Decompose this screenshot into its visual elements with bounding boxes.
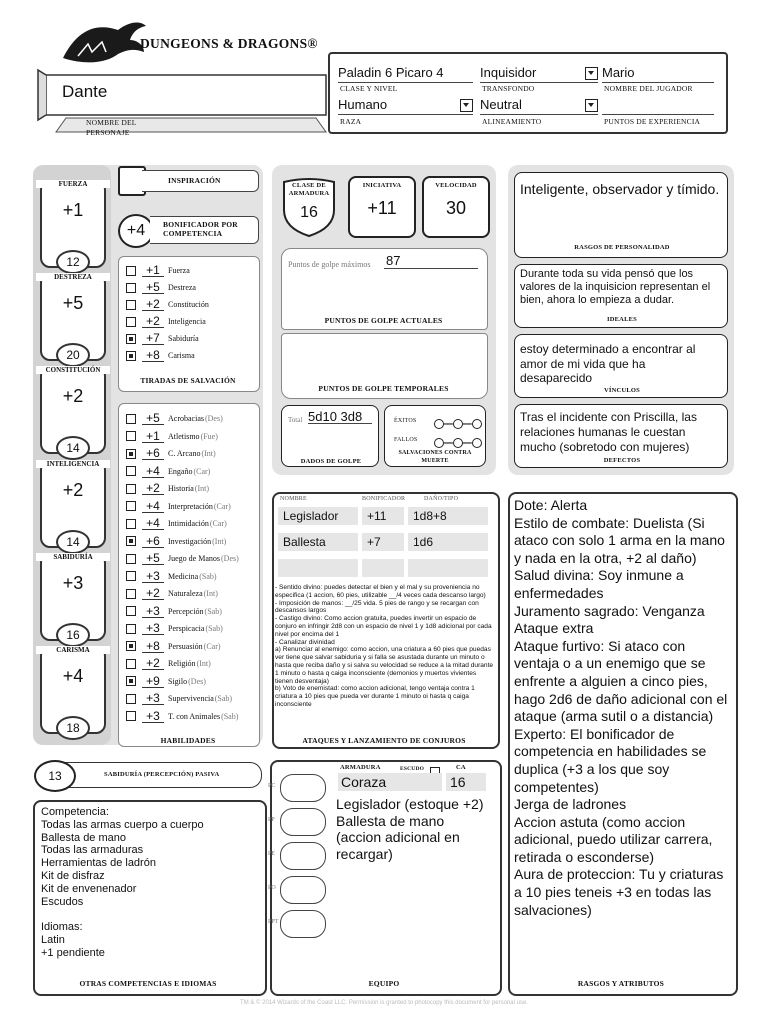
skill-label: Acrobacias [168, 414, 204, 423]
race-field[interactable] [338, 96, 473, 115]
skill-label: Atletismo [168, 431, 200, 441]
background-label: TRANSFONDO [482, 84, 535, 93]
skill-label: Persuasión [168, 641, 203, 651]
saving-throw-row [126, 296, 209, 313]
features-text: Dote: Alerta Estilo de combate: Duelista (Si ataco con solo 1 arma en la mano y nada en la otra, +2 al daño) Salud divina: Soy inmune a enfermedades Juramento sagrado: Venganza Ataque extra Ataque furtivo: Si ataco con ventaja o a un enemigo que se enfrente a alguien a cinco pies, hago 2d6 de daño adicional con el ataque (arma sutil o a distancia) Experto: El bonificador de competencia en habilidades se duplica (+3 a los que soy competentes) Jerga de ladrones Accion astuta (como accion adicional, puedo utilizar carrera, retirada o esconderse) Aura de proteccion: Tu y criaturas a 10 pies teneis +3 en todas las salvaciones) [514, 497, 728, 918]
initiative-label: INICIATIVA [362, 182, 402, 189]
skill-ability: (Car) [213, 501, 231, 511]
skill-ability: (Sab) [205, 624, 223, 633]
skill-row [126, 585, 218, 602]
class-level-field[interactable] [338, 64, 473, 83]
ability-modifier: +5 [62, 293, 84, 313]
skill-ability: (Sab) [204, 606, 222, 616]
coin-po-field[interactable] [280, 876, 326, 904]
bonds-label: VÍNCULOS [604, 387, 640, 394]
saving-throw-proficiency-checkbox[interactable] [126, 317, 136, 327]
hp-temp-label: PUNTOS DE GOLPE TEMPORALES [318, 384, 449, 393]
death-failure-circle[interactable] [472, 438, 482, 448]
saving-throw-value[interactable]: +2 [142, 315, 164, 328]
saving-throw-proficiency-checkbox[interactable] [126, 300, 136, 310]
proficiency-line: Kit de envenenador [41, 882, 137, 895]
death-successes-circles[interactable]: – – [434, 415, 482, 433]
coin-pe-field[interactable] [280, 842, 326, 870]
skill-proficiency-checkbox[interactable] [126, 501, 136, 511]
ability-box[interactable] [40, 460, 106, 548]
skill-ability: (Sab) [214, 694, 233, 703]
ability-box[interactable] [40, 273, 106, 361]
armor-label: ARMADURA [340, 764, 381, 771]
skill-row [126, 463, 210, 480]
passive-perception-value-circle[interactable] [34, 760, 76, 792]
skill-ability: (Des) [221, 554, 239, 563]
skill-value[interactable]: +4 [142, 465, 164, 478]
logo-text: DUNGEONS & DRAGONS® [140, 36, 318, 51]
saving-throw-proficiency-checkbox[interactable] [126, 283, 136, 293]
skill-ability: (Int) [196, 659, 211, 668]
saving-throw-proficiency-checkbox[interactable] [126, 334, 136, 344]
saving-throw-value[interactable]: +7 [142, 332, 164, 345]
skill-value[interactable]: +3 [142, 605, 164, 618]
traits-text: Inteligente, observador y tímido. [520, 181, 720, 197]
armor-class-value[interactable]: 16 [300, 204, 318, 221]
skill-row [126, 428, 218, 445]
hit-dice-total-field[interactable] [308, 408, 372, 424]
class-level-label: CLASE Y NIVEL [340, 84, 398, 93]
proficiency-value-circle[interactable] [118, 214, 154, 248]
death-success-circle[interactable] [453, 419, 463, 429]
proficiency-line [41, 908, 256, 921]
skill-row [126, 690, 232, 707]
armor-field[interactable] [338, 773, 442, 791]
proficiency-line: Ballesta de mano [41, 831, 126, 844]
skill-proficiency-checkbox[interactable] [126, 676, 136, 686]
proficiency-line: Escudos [41, 895, 84, 908]
skill-row [126, 708, 238, 725]
alignment-label: ALINEAMIENTO [482, 117, 542, 126]
inspiration-label: INSPIRACIÓN [168, 176, 221, 185]
death-saves-label: SALVACIONES CONTRA MUERTE [398, 450, 472, 464]
alignment-dropdown-icon[interactable] [585, 99, 598, 112]
ability-name: FUERZA [36, 180, 110, 188]
skill-ability: (Car) [203, 641, 221, 651]
armor-class-label: CLASE DE ARMADURA [288, 182, 330, 197]
xp-label: PUNTOS DE EXPERIENCIA [604, 117, 701, 126]
death-failure-circle[interactable] [434, 438, 444, 448]
proficiency-line: Idiomas: [41, 921, 83, 934]
race-label: RAZA [340, 117, 362, 126]
skill-row [126, 515, 227, 532]
skill-label: Supervivencia [168, 694, 214, 703]
proficiencies-text [41, 806, 256, 960]
saving-throw-label: Inteligencia [168, 317, 206, 326]
skill-label: Juego de Manos [168, 554, 220, 563]
skill-row [126, 638, 221, 655]
features-title: RASGOS Y ATRIBUTOS [577, 979, 665, 988]
speed-value: 30 [445, 198, 467, 218]
skill-proficiency-checkbox[interactable] [126, 641, 136, 651]
ability-modifier: +2 [62, 480, 84, 500]
saving-throw-label: Sabiduría [168, 334, 199, 343]
ability-box[interactable] [40, 180, 106, 268]
skill-ability: (Fue) [200, 431, 218, 441]
footer-copyright: TM & © 2014 Wizards of the Coast LLC. Permission is granted to photocopy this document for personal use. [240, 1000, 528, 1006]
skill-proficiency-checkbox[interactable] [126, 606, 136, 616]
ability-name: CARISMA [36, 646, 110, 654]
proficiency-label: BONIFICADOR POR COMPETENCIA [163, 220, 238, 238]
skill-row [126, 620, 223, 637]
skill-proficiency-checkbox[interactable] [126, 466, 136, 476]
hp-max-label: Puntos de golpe máximos [288, 260, 371, 269]
player-name-label: NOMBRE DEL JUGADOR [604, 84, 693, 93]
skill-label: Percepción [168, 606, 204, 616]
hp-max-field[interactable] [384, 252, 478, 269]
skill-proficiency-checkbox[interactable] [126, 694, 136, 704]
skill-row [126, 533, 226, 550]
class-level-value: Paladin 6 Picaro 4 [338, 65, 444, 80]
proficiencies-title: OTRAS COMPETENCIAS E IDIOMAS [79, 979, 217, 988]
attack-name-field[interactable]: Legislador [278, 507, 358, 525]
skill-value[interactable]: +5 [142, 412, 164, 425]
ability-modifier: +4 [62, 666, 84, 686]
hit-dice-total-label: Total [288, 416, 303, 424]
ability-modifier: +2 [62, 386, 84, 406]
death-successes-label: ÉXITOS [394, 418, 417, 424]
skill-label: Engaño [168, 466, 193, 476]
coin-po-label: PO [268, 885, 276, 891]
saving-throw-row [126, 330, 199, 347]
flaws-label: DEFECTOS [603, 457, 641, 464]
skills-list [126, 410, 256, 725]
player-name-field[interactable] [602, 64, 714, 83]
skill-label: Naturaleza [168, 589, 203, 598]
skill-value[interactable]: +3 [142, 710, 164, 723]
death-failures-circles[interactable]: – – [434, 434, 482, 452]
attack-damage-field[interactable]: 1d8+8 [408, 507, 488, 525]
skill-row [126, 603, 222, 620]
attack-bonus-field[interactable]: +11 [362, 507, 404, 525]
skill-ability: (Int) [194, 484, 209, 493]
ability-name: CONSTITUCIÓN [36, 366, 110, 374]
background-dropdown-icon[interactable] [585, 67, 598, 80]
skill-row [126, 410, 223, 427]
attack-name-field[interactable] [278, 559, 358, 577]
ability-modifier: +1 [62, 200, 84, 220]
skill-value[interactable]: +3 [142, 622, 164, 635]
attacks-notes: - Sentido divino: puedes detectar el bien y el mal y su proveniencia no especifica (1 accion, 60 pies, utilizable __/4 veces cada descanso largo) - Imposición de manos: __/25 vida. 5 pies de rango y se recargan con descansos largos - Castigo divino: Como accion gratuita, puedes invertir un espacio de conjuro en infringir 2d8 con un espacio de nivel 1 y 1d8 adicional por cada nivel por encima del 1 - Canalizar divinidad a) Renunciar al enemigo: como accion, una criatura a 60 pies que puedas ver tiene que salvar sabiduria y si falla se asustada durante un minuto o hasta que reciba daño y si salva su velocidad se reduce a la mitad durante 1 minuto o hasta q caiga inconsciente (demonios y muertos vivientes tienen desventaja) b) Voto de enemistad: como accion adicional, tengo ventaja contra 1 criatura a 10 pies que pueda ver durante 1 minuto oi hasta q caiga inconsciente [275, 584, 494, 708]
saving-throw-proficiency-checkbox[interactable] [126, 266, 136, 276]
xp-field[interactable] [602, 96, 714, 115]
background-value: Inquisidor [480, 65, 537, 80]
ideals-label: IDEALES [607, 316, 637, 323]
skill-label: T. con Animales [168, 711, 221, 721]
skill-ability: (Int) [203, 589, 218, 598]
skill-value[interactable]: +8 [142, 640, 164, 653]
skill-label: Investigación [168, 536, 212, 546]
alignment-field[interactable] [480, 96, 598, 115]
saving-throw-label: Fuerza [168, 266, 190, 275]
attacks-title: ATAQUES Y LANZAMIENTO DE CONJUROS [302, 736, 466, 745]
ability-box[interactable] [40, 366, 106, 454]
skill-ability: (Int) [201, 449, 216, 458]
skill-label: Historia [168, 484, 194, 493]
saving-throw-label: Constitución [168, 300, 209, 309]
skill-value[interactable]: +2 [142, 657, 164, 670]
coin-pp-field[interactable] [280, 808, 326, 836]
saving-throw-row [126, 279, 196, 296]
race-dropdown-icon[interactable] [460, 99, 473, 112]
race-value: Humano [338, 97, 388, 112]
skill-ability: (Car) [209, 519, 227, 528]
skill-value[interactable]: +3 [142, 692, 164, 705]
skill-row [126, 568, 217, 585]
skill-value[interactable]: +2 [142, 587, 164, 600]
saving-throw-row [126, 313, 206, 330]
passive-perception-value: 13 [48, 769, 62, 783]
skill-ability: (Int) [212, 536, 227, 546]
coin-pc-field[interactable] [280, 774, 326, 802]
ability-score[interactable]: 14 [56, 530, 90, 554]
proficiency-line: +1 pendiente [41, 946, 105, 959]
ability-box[interactable] [40, 553, 106, 641]
saving-throw-value[interactable]: +1 [142, 264, 164, 277]
skill-proficiency-checkbox[interactable] [126, 484, 136, 494]
ability-name: DESTREZA [36, 273, 110, 281]
skill-value[interactable]: +1 [142, 430, 164, 443]
armor-value: Coraza [341, 774, 387, 790]
skill-row [126, 673, 206, 690]
death-success-circle[interactable] [434, 419, 444, 429]
skill-proficiency-checkbox[interactable] [126, 536, 136, 546]
ability-modifier: +3 [62, 573, 84, 593]
skill-proficiency-checkbox[interactable] [126, 414, 136, 424]
speed-label: VELOCIDAD [435, 182, 477, 189]
skill-value[interactable]: +6 [142, 447, 164, 460]
skill-proficiency-checkbox[interactable] [126, 711, 136, 721]
shield-label: ESCUDO [400, 766, 425, 772]
hp-max-value: 87 [386, 253, 401, 268]
coin-pe-label: PE [268, 851, 276, 857]
skill-value[interactable]: +3 [142, 570, 164, 583]
saving-throw-proficiency-checkbox[interactable] [126, 351, 136, 361]
saving-throw-label: Carisma [168, 351, 195, 360]
saving-throw-value[interactable]: +2 [142, 298, 164, 311]
traits-label: RASGOS DE PERSONALIDAD [574, 244, 670, 251]
skill-value[interactable]: +4 [142, 500, 164, 513]
ability-score[interactable]: 14 [56, 436, 90, 460]
ability-score[interactable]: 16 [56, 623, 90, 647]
background-field[interactable] [480, 64, 598, 83]
saving-throws-list [126, 262, 256, 372]
skill-row [126, 550, 239, 567]
attack-damage-field[interactable]: 1d6 [408, 533, 488, 551]
equipment-text[interactable]: Legislador (estoque +2) Ballesta de mano (accion adicional en recargar) [336, 796, 484, 862]
skill-label: Intimidación [168, 519, 209, 528]
proficiency-line: Todas las armaduras [41, 844, 144, 857]
death-failure-circle[interactable] [453, 438, 463, 448]
coin-ppt-field[interactable] [280, 910, 326, 938]
skill-proficiency-checkbox[interactable] [126, 659, 136, 669]
skill-proficiency-checkbox[interactable] [126, 519, 136, 529]
attack-name-field[interactable]: Ballesta [278, 533, 358, 551]
saving-throw-row [126, 262, 190, 279]
saving-throw-value[interactable]: +8 [142, 349, 164, 362]
proficiency-line: Herramientas de ladrón [41, 857, 156, 870]
skill-ability: (Sab) [221, 711, 239, 721]
skill-row [126, 480, 209, 497]
skill-row [126, 655, 211, 672]
skill-label: C. Arcano [168, 449, 201, 458]
character-name[interactable]: Dante [62, 82, 108, 101]
attack-damage-field[interactable] [408, 559, 488, 577]
skill-row [126, 445, 216, 462]
skill-ability: (Sab) [199, 571, 217, 581]
skill-proficiency-checkbox[interactable] [126, 589, 136, 599]
skill-proficiency-checkbox[interactable] [126, 571, 136, 581]
passive-perception-label: SABIDURÍA (PERCEPCIÓN) PASIVA [104, 771, 220, 778]
flaws-text: Tras el incidente con Priscilla, las relaciones humanas le cuestan mucho (sobretodo con mujeres) [520, 410, 697, 454]
proficiency-value: +4 [126, 222, 146, 239]
proficiency-line: Latin [41, 933, 65, 946]
saving-throw-value[interactable]: +5 [142, 281, 164, 294]
hp-current-label: PUNTOS DE GOLPE ACTUALES [324, 316, 443, 325]
attack-bonus-field[interactable]: +7 [362, 533, 404, 551]
coin-pc-label: PC [268, 783, 276, 789]
death-success-circle[interactable] [472, 419, 482, 429]
player-name-value: Mario [602, 65, 635, 80]
bonds-text: estoy determinado a encontrar al amor de mi vida que ha desaparecido [520, 342, 696, 385]
skill-row [126, 498, 231, 515]
ideals-text: Durante toda su vida pensó que los valores de la inquisicion representan el bien, ahora lo empieza a dudar. [520, 268, 711, 306]
ca-label: CA [456, 764, 466, 771]
hit-dice-label: DADOS DE GOLPE [300, 458, 362, 465]
skill-proficiency-checkbox[interactable] [126, 624, 136, 634]
coin-ppt-label: PPT [268, 919, 279, 925]
skill-value[interactable]: +9 [142, 675, 164, 688]
ability-score[interactable]: 12 [56, 250, 90, 274]
skill-value[interactable]: +4 [142, 517, 164, 530]
initiative-value: +11 [367, 198, 397, 218]
saving-throw-row [126, 347, 195, 364]
saving-throws-title: TIRADAS DE SALVACIÓN [140, 376, 236, 385]
equipment-title: EQUIPO [368, 979, 400, 988]
skill-proficiency-checkbox[interactable] [126, 554, 136, 564]
proficiency-line: Todas las armas cuerpo a cuerpo [41, 818, 204, 831]
skill-label: Perspicacia [168, 624, 205, 633]
ability-box[interactable] [40, 646, 106, 734]
skill-label: Interpretación [168, 501, 213, 511]
proficiency-line: Competencia: [41, 806, 109, 818]
skill-value[interactable]: +2 [142, 482, 164, 495]
skill-value[interactable]: +6 [142, 535, 164, 548]
skill-value[interactable]: +5 [142, 552, 164, 565]
armor-ca-value: 16 [450, 774, 466, 790]
saving-throw-label: Destreza [168, 283, 196, 292]
skill-ability: (Des) [188, 676, 206, 686]
skills-title: HABILIDADES [160, 736, 216, 745]
skill-proficiency-checkbox[interactable] [126, 431, 136, 441]
attack-bonus-field[interactable] [362, 559, 404, 577]
ability-score[interactable]: 18 [56, 716, 90, 740]
proficiency-line: Kit de disfraz [41, 869, 105, 882]
skill-label: Medicina [168, 571, 199, 581]
alignment-value: Neutral [480, 97, 522, 112]
attacks-col-damage: DAÑO/TIPO [424, 496, 459, 502]
ability-score[interactable]: 20 [56, 343, 90, 367]
skill-proficiency-checkbox[interactable] [126, 449, 136, 459]
ability-name: SABIDURÍA [36, 553, 110, 561]
ability-name: INTELIGENCIA [36, 460, 110, 468]
skill-ability: (Des) [204, 414, 223, 423]
skill-label: Sigilo [168, 676, 188, 686]
character-name-label: NOMBRE DEL PERSONAJE [86, 118, 137, 137]
attacks-col-name: NOMBRE [280, 496, 307, 502]
skill-ability: (Car) [193, 466, 211, 476]
skill-label: Religión [168, 659, 196, 668]
attacks-col-bonus: BONIFICADOR [362, 496, 406, 502]
death-failures-label: FALLOS [394, 437, 418, 443]
coin-pp-label: PP [268, 817, 275, 823]
hit-dice-total-value: 5d10 3d8 [308, 409, 363, 424]
armor-ca-field[interactable] [446, 773, 486, 791]
